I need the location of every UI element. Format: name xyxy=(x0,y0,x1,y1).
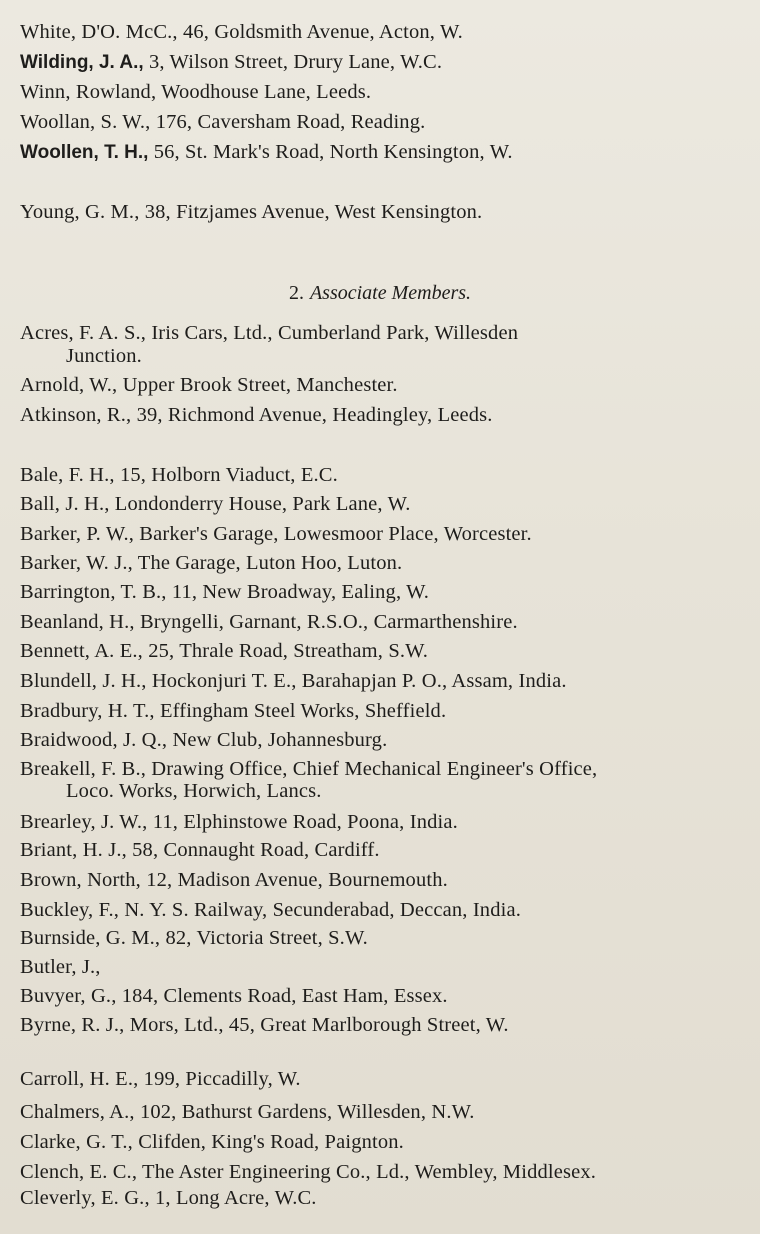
entry-braidwood: Braidwood, J. Q., New Club, Johannesburg. xyxy=(20,729,388,751)
entry-bennett: Bennett, A. E., 25, Thrale Road, Streatham, S.W. xyxy=(20,640,429,662)
entry-winn: Winn, Rowland, Woodhouse Lane, Leeds. xyxy=(20,81,372,103)
entry-acres-cont: Junction. xyxy=(66,345,142,367)
entry-wilding: Wilding, J. A., 3, Wilson Street, Drury Lane, W.C. xyxy=(20,51,443,73)
entry-woollan: Woollan, S. W., 176, Caversham Road, Reading. xyxy=(20,111,426,133)
entry-bale: Bale, F. H., 15, Holborn Viaduct, E.C. xyxy=(20,464,338,486)
entry-buvyer: Buvyer, G., 184, Clements Road, East Ham, Essex. xyxy=(20,985,448,1007)
section-number: 2. xyxy=(288,282,304,304)
entry-blundell: Blundell, J. H., Hockonjuri T. E., Barahapjan P. O., Assam, India. xyxy=(20,670,567,692)
entry-breakell-cont: Loco. Works, Horwich, Lancs. xyxy=(66,780,322,802)
entry-buckley: Buckley, F., N. Y. S. Railway, Secunderabad, Deccan, India. xyxy=(20,899,521,921)
entry-byrne: Byrne, R. J., Mors, Ltd., 45, Great Marlborough Street, W. xyxy=(20,1014,509,1036)
entry-arnold: Arnold, W., Upper Brook Street, Manchester. xyxy=(20,374,398,396)
entry-name-bold: Woollen, T. H., xyxy=(20,142,149,163)
entry-butler: Butler, J., xyxy=(20,956,101,978)
entry-brown: Brown, North, 12, Madison Avenue, Bournemouth. xyxy=(20,869,448,891)
entry-barker-wj: Barker, W. J., The Garage, Luton Hoo, Luton. xyxy=(20,552,403,574)
entry-burnside: Burnside, G. M., 82, Victoria Street, S.W. xyxy=(20,927,368,949)
entry-chalmers: Chalmers, A., 102, Bathurst Gardens, Willesden, N.W. xyxy=(20,1101,475,1123)
entry-barker-pw: Barker, P. W., Barker's Garage, Lowesmoor Place, Worcester. xyxy=(20,523,532,545)
entry-white: White, D'O. McC., 46, Goldsmith Avenue, Acton, W. xyxy=(20,21,463,43)
entry-clarke: Clarke, G. T., Clifden, King's Road, Paignton. xyxy=(20,1131,404,1153)
section-heading xyxy=(0,281,760,305)
entry-clench: Clench, E. C., The Aster Engineering Co., Ld., Wembley, Middlesex. xyxy=(20,1161,597,1183)
entry-atkinson: Atkinson, R., 39, Richmond Avenue, Headingley, Leeds. xyxy=(20,404,493,426)
entry-cleverly: Cleverly, E. G., 1, Long Acre, W.C. xyxy=(20,1187,317,1209)
entry-breakell: Breakell, F. B., Drawing Office, Chief Mechanical Engineer's Office, xyxy=(20,758,598,780)
entry-beanland: Beanland, H., Bryngelli, Garnant, R.S.O., Carmarthenshire. xyxy=(20,611,518,633)
entry-briant: Briant, H. J., 58, Connaught Road, Cardiff. xyxy=(20,839,380,861)
entry-barrington: Barrington, T. B., 11, New Broadway, Ealing, W. xyxy=(20,581,430,603)
entry-brearley: Brearley, J. W., 11, Elphinstowe Road, Poona, India. xyxy=(20,811,458,833)
entry-carroll: Carroll, H. E., 199, Piccadilly, W. xyxy=(20,1068,301,1090)
entry-acres: Acres, F. A. S., Iris Cars, Ltd., Cumberland Park, Willesden xyxy=(20,322,519,344)
entry-bradbury: Bradbury, H. T., Effingham Steel Works, Sheffield. xyxy=(20,700,447,722)
section-title: Associate Members. xyxy=(309,282,472,304)
entry-young: Young, G. M., 38, Fitzjames Avenue, West Kensington. xyxy=(20,201,483,223)
entry-name-bold: Wilding, J. A., xyxy=(20,52,144,73)
entry-ball: Ball, J. H., Londonderry House, Park Lane, W. xyxy=(20,493,411,515)
entry-woollen: Woollen, T. H., 56, St. Mark's Road, North Kensington, W. xyxy=(20,141,513,163)
